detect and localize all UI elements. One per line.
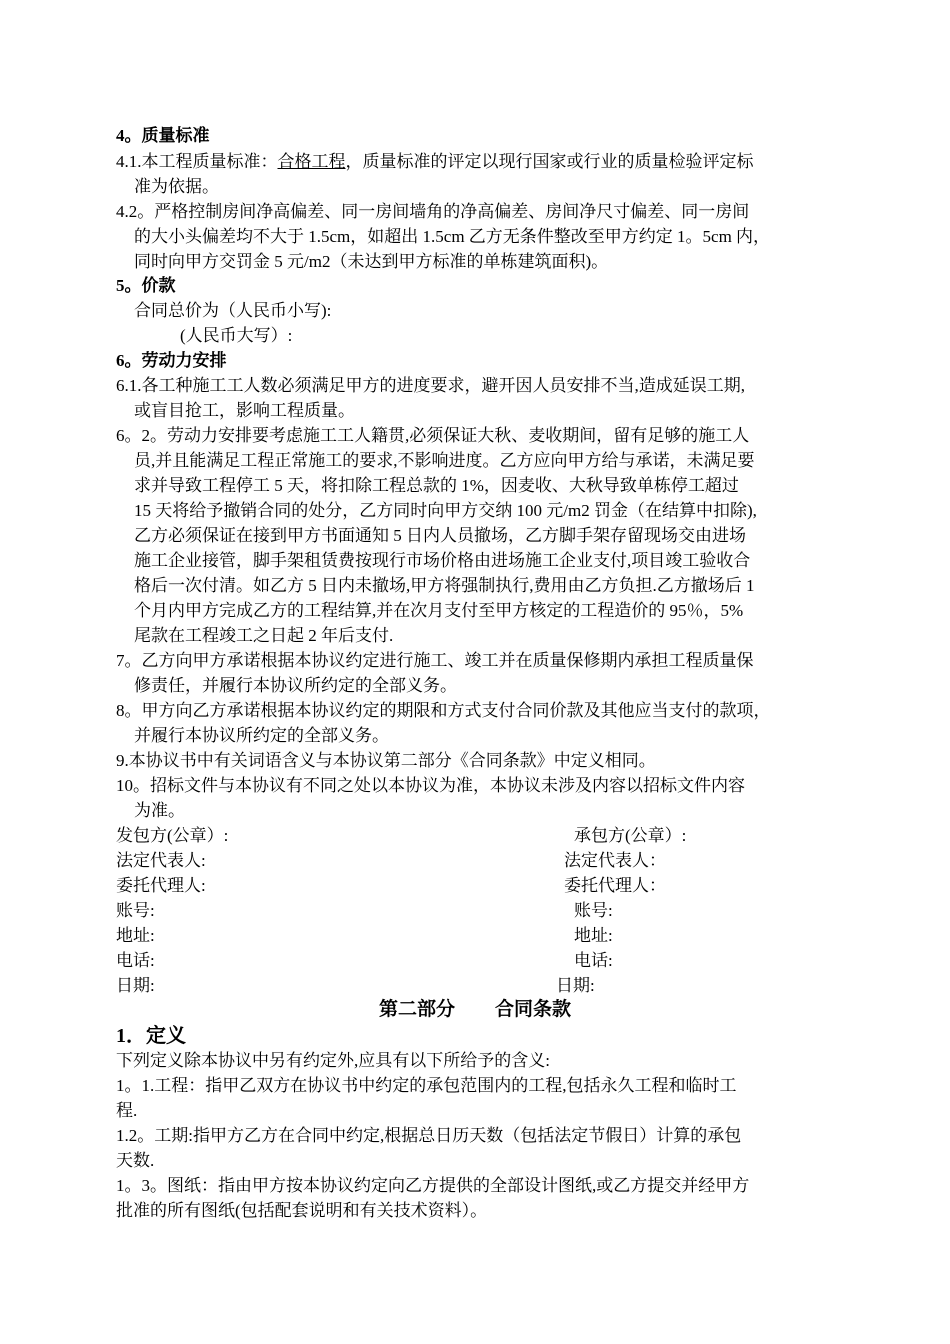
contractor-seal-label: 承包方(公章）: — [574, 826, 687, 845]
definitions-title: 1．定义 — [116, 1025, 186, 1047]
clause-10-line-2: 为准。 — [134, 801, 185, 820]
clause-8-line-1: 8。甲方向乙方承诺根据本协议约定的期限和方式支付合同价款及其他应当支付的款项， — [116, 701, 771, 720]
clause-4-1-rest: ，质量标准的评定以现行国家或行业的质量检验评定标 — [345, 152, 754, 171]
definition-1-2-line-2: 天数. — [116, 1151, 155, 1170]
part-2-title: 合同条款 — [495, 999, 572, 1020]
clause-8-line-2: 并履行本协议所约定的全部义务。 — [134, 726, 389, 745]
quality-standard-value: 合格工程 — [277, 152, 346, 171]
definition-1-2-line-1: 1.2。工期:指甲方乙方在合同中约定,根据总日历天数（包括法定节假日）计算的承包 — [116, 1126, 742, 1145]
employer-representative-label: 法定代表人: — [116, 851, 206, 870]
clause-6-2-line-4: 15 天将给予撤销合同的处分，乙方同时向甲方交纳 100 元/m2 罚金（在结算中扣除), — [134, 501, 757, 520]
clause-4-1-prefix: 4.1.本工程质量标准： — [116, 152, 278, 171]
signature-row-account — [116, 899, 846, 923]
clause-4-1-cont: 准为依据。 — [134, 177, 219, 196]
section-6-title: 6。劳动力安排 — [116, 351, 227, 370]
clause-6-2-line-9: 尾款在工程竣工之日起 2 年后支付. — [134, 626, 394, 645]
definition-1-3-line-1: 1。3。图纸：指由甲方按本协议约定向乙方提供的全部设计图纸,或乙方提交并经甲方 — [116, 1176, 750, 1195]
signature-row-representative — [116, 849, 846, 873]
price-uppercase: (人民币大写）: — [180, 326, 293, 345]
signature-row-phone — [116, 949, 846, 973]
contractor-address-label: 地址: — [574, 926, 613, 945]
clause-6-2-line-7: 格后一次付清。如乙方 5 日内未撤场,甲方将强制执行,费用由乙方负担.乙方撤场后 1 — [134, 576, 755, 595]
employer-agent-label: 委托代理人: — [116, 876, 206, 895]
clause-9: 9.本协议书中有关词语含义与本协议第二部分《合同条款》中定义相同。 — [116, 751, 656, 770]
contractor-representative-label: 法定代表人： — [564, 851, 666, 870]
section-5-title: 5。价款 — [116, 276, 176, 295]
signature-row-date — [116, 974, 846, 998]
clause-6-2-line-5: 乙方必须保证在接到甲方书面通知 5 日内人员撤场，乙方脚手架存留现场交由进场 — [134, 526, 746, 545]
definition-1-1-line-2: 程. — [116, 1101, 138, 1120]
clause-4-2-line-1: 4.2。严格控制房间净高偏差、同一房间墙角的净高偏差、房间净尺寸偏差、同一房间 — [116, 202, 750, 221]
definitions-intro: 下列定义除本协议中另有约定外,应具有以下所给予的含义: — [116, 1051, 550, 1070]
clause-7-line-2: 修责任，并履行本协议所约定的全部义务。 — [134, 676, 457, 695]
clause-4-2-line-2: 的大小头偏差均不大于 1.5cm，如超出 1.5cm 乙方无条件整改至甲方约定 1。5cm 内， — [134, 227, 771, 246]
price-lowercase: 合同总价为（人民币小写): — [134, 301, 332, 320]
part-2-heading — [0, 997, 950, 1023]
clause-6-2-line-2: 员,并且能满足工程正常施工的要求,不影响进度。乙方应向甲方给与承诺，未满足要 — [134, 451, 755, 470]
signature-row-address — [116, 924, 846, 948]
contractor-date-label: 日期: — [556, 976, 595, 995]
clause-6-1-line-1: 6.1.各工种施工工人数必须满足甲方的进度要求，避开因人员安排不当,造成延误工期, — [116, 376, 745, 395]
clause-6-2-line-1: 6。2。劳动力安排要考虑施工工人籍贯,必须保证大秋、麦收期间，留有足够的施工人 — [116, 426, 750, 445]
contractor-account-label: 账号: — [574, 901, 613, 920]
clause-6-2-line-3: 求并导致工程停工 5 天，将扣除工程总款的 1%，因麦收、大秋导致单栋停工超过 — [134, 476, 739, 495]
definition-1-1-line-1: 1。1.工程：指甲乙双方在协议书中约定的承包范围内的工程,包括永久工程和临时工 — [116, 1076, 737, 1095]
contractor-phone-label: 电话: — [574, 951, 613, 970]
employer-phone-label: 电话: — [116, 951, 155, 970]
clause-4-2-line-3: 同时向甲方交罚金 5 元/m2（未达到甲方标准的单栋建筑面积)。 — [134, 252, 609, 271]
clause-6-2-line-8: 个月内甲方完成乙方的工程结算,并在次月支付至甲方核定的工程造价的 95％，5% — [134, 601, 744, 620]
contractor-agent-label: 委托代理人： — [564, 876, 666, 895]
clause-6-2-line-6: 施工企业接管，脚手架租赁费按现行市场价格由进场施工企业支付,项目竣工验收合 — [134, 551, 751, 570]
clause-4-1 — [116, 150, 846, 174]
employer-seal-label: 发包方(公章）: — [116, 826, 229, 845]
part-2-label: 第二部分 — [378, 999, 455, 1020]
definition-1-3-line-2: 批准的所有图纸(包括配套说明和有关技术资料）。 — [116, 1201, 488, 1220]
signature-row-agent — [116, 874, 846, 898]
employer-address-label: 地址: — [116, 926, 155, 945]
signature-row-seal — [116, 824, 846, 848]
clause-6-1-line-2: 或盲目抢工，影响工程质量。 — [134, 401, 355, 420]
employer-account-label: 账号: — [116, 901, 155, 920]
clause-10-line-1: 10。招标文件与本协议有不同之处以本协议为准，本协议未涉及内容以招标文件内容 — [116, 776, 745, 795]
employer-date-label: 日期: — [116, 976, 155, 995]
section-4-title: 4。质量标准 — [116, 126, 210, 145]
clause-7-line-1: 7。乙方向甲方承诺根据本协议约定进行施工、竣工并在质量保修期内承担工程质量保 — [116, 651, 754, 670]
